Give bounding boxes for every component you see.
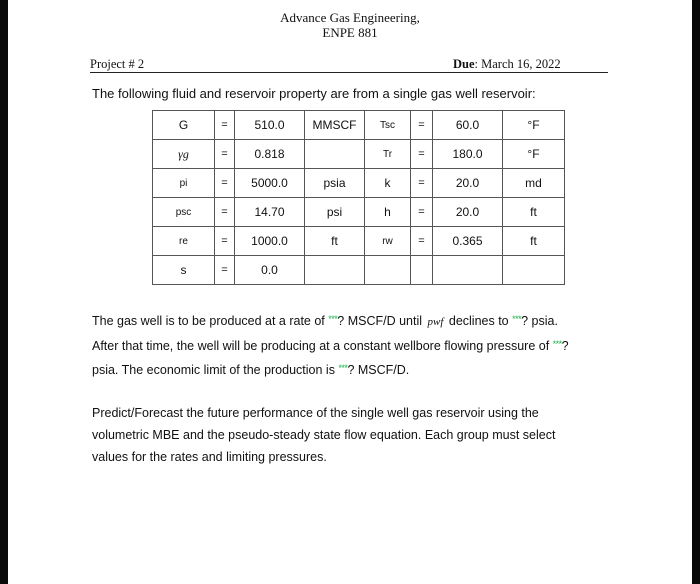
production-paragraph [92, 308, 622, 381]
equals-cell: = [215, 169, 235, 198]
equals-cell: = [411, 111, 433, 140]
text-segment: ? MSCF/D until [337, 314, 426, 328]
placeholder-stars: *** [512, 314, 522, 324]
unit-cell: ft [503, 227, 565, 256]
paragraph-line [92, 333, 622, 357]
text-segment: declines to [445, 314, 513, 328]
document-page [8, 0, 692, 584]
value-cell: 5000.0 [235, 169, 305, 198]
symbol-cell: re [153, 227, 215, 256]
unit-cell: psia [305, 169, 365, 198]
unit-cell: ft [503, 198, 565, 227]
unit-cell: md [503, 169, 565, 198]
paragraph-line: Predict/Forecast the future performance of the single well gas reservoir using the [92, 406, 539, 420]
paragraph-line: values for the rates and limiting pressures. [92, 450, 327, 464]
equals-cell: = [215, 227, 235, 256]
equals-cell [411, 256, 433, 285]
text-segment: psia. The economic limit of the production is [92, 363, 339, 377]
value-cell [433, 256, 503, 285]
value-cell: 510.0 [235, 111, 305, 140]
due-date [453, 57, 561, 72]
equals-cell: = [215, 140, 235, 169]
placeholder-stars: *** [338, 363, 348, 373]
value-cell: 60.0 [433, 111, 503, 140]
course-code: ENPE 881 [322, 25, 378, 40]
equals-cell: = [215, 111, 235, 140]
unit-cell: °F [503, 140, 565, 169]
unit-cell: psi [305, 198, 365, 227]
value-cell: 20.0 [433, 169, 503, 198]
symbol-cell: h [365, 198, 411, 227]
unit-cell: MMSCF [305, 111, 365, 140]
table-row [153, 227, 565, 256]
symbol-cell: pi [153, 169, 215, 198]
value-cell: 0.0 [235, 256, 305, 285]
header-divider [90, 72, 608, 73]
value-cell: 1000.0 [235, 227, 305, 256]
due-date-value: : March 16, 2022 [474, 57, 561, 71]
equals-cell: = [411, 169, 433, 198]
unit-cell [503, 256, 565, 285]
text-segment: ? [561, 339, 569, 353]
unit-cell [305, 140, 365, 169]
unit-cell: ft [305, 227, 365, 256]
text-segment: ? MSCF/D. [347, 363, 410, 377]
due-label: Due [453, 57, 475, 71]
paragraph-line [92, 308, 622, 333]
text-segment: ? psia. [521, 314, 558, 328]
value-cell: 180.0 [433, 140, 503, 169]
text-segment: After that time, the well will be producing at a constant wellbore flowing pressure of [92, 339, 553, 353]
equals-cell: = [411, 140, 433, 169]
project-label: Project # 2 [90, 57, 145, 71]
intro-text: The following fluid and reservoir property are from a single gas well reservoir: [92, 86, 536, 101]
symbol-cell: s [153, 256, 215, 285]
symbol-cell: k [365, 169, 411, 198]
equals-cell: = [411, 198, 433, 227]
symbol-cell: γg [153, 140, 215, 169]
equals-cell: = [411, 227, 433, 256]
value-cell: 14.70 [235, 198, 305, 227]
course-title: Advance Gas Engineering, [280, 10, 420, 25]
equals-cell: = [215, 256, 235, 285]
pwf-symbol: pwf [427, 316, 444, 328]
symbol-cell: rw [365, 227, 411, 256]
symbol-cell: Tr [365, 140, 411, 169]
value-cell: 0.365 [433, 227, 503, 256]
paragraph-line [92, 357, 622, 381]
table-row [153, 198, 565, 227]
paragraph-line: volumetric MBE and the pseudo-steady state flow equation. Each group must select [92, 428, 556, 442]
unit-cell: °F [503, 111, 565, 140]
property-table [152, 110, 565, 285]
symbol-cell: G [153, 111, 215, 140]
equals-cell: = [215, 198, 235, 227]
table-row [153, 140, 565, 169]
symbol-cell [365, 256, 411, 285]
value-cell: 0.818 [235, 140, 305, 169]
placeholder-stars: *** [552, 339, 562, 349]
placeholder-stars: *** [328, 314, 338, 324]
unit-cell [305, 256, 365, 285]
symbol-cell: psc [153, 198, 215, 227]
forecast-paragraph [92, 402, 622, 468]
value-cell: 20.0 [433, 198, 503, 227]
table-row [153, 256, 565, 285]
symbol-cell: Tsc [365, 111, 411, 140]
table-row [153, 111, 565, 140]
table-row [153, 169, 565, 198]
text-segment: The gas well is to be produced at a rate of [92, 314, 329, 328]
